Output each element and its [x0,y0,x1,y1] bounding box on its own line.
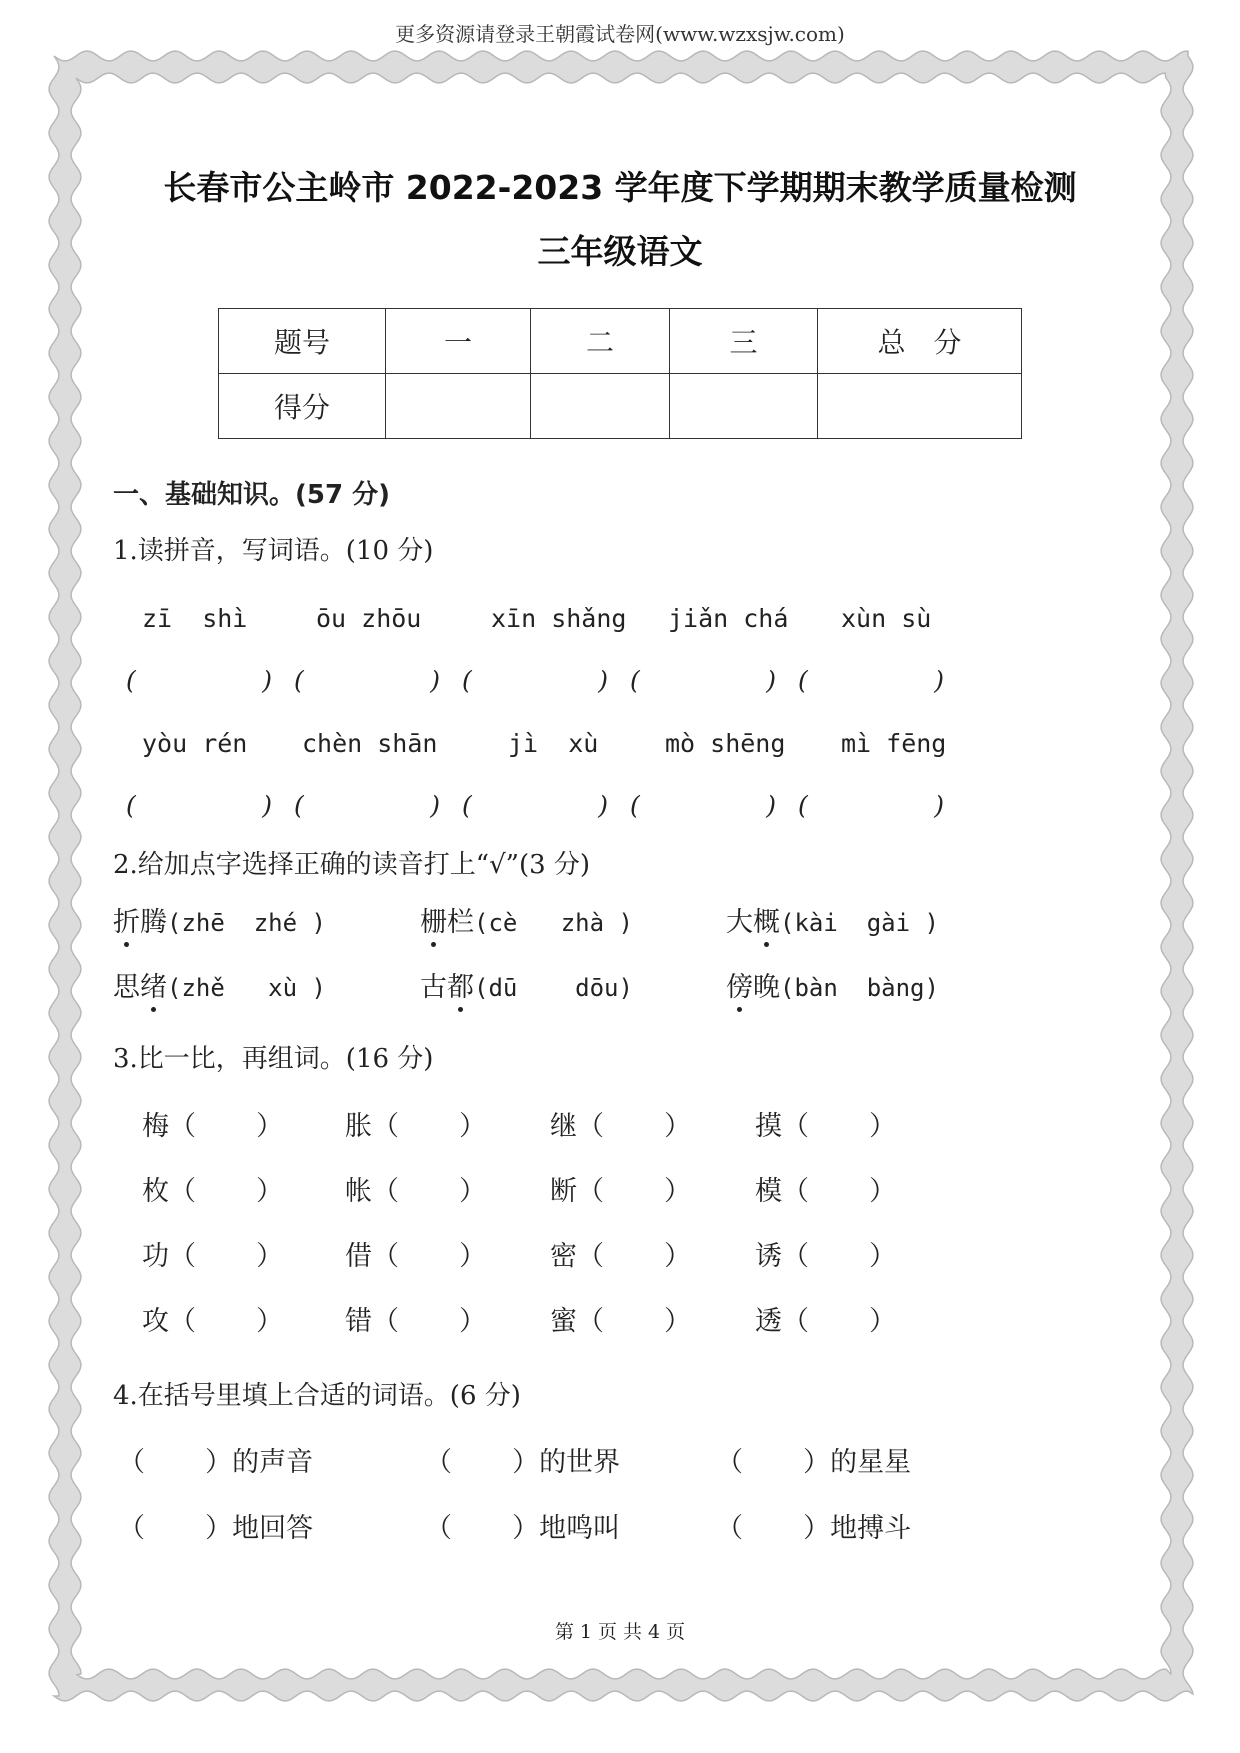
fill-blank-item[interactable]: （ ）地搏斗 [716,1513,912,1544]
dotted-char: 绪 [140,965,167,1004]
fill-blank-suffix: 地鸣叫 [539,1513,621,1544]
compare-char: 梅 [142,1111,169,1142]
fill-blank-suffix: 地搏斗 [830,1513,912,1544]
fill-blank-suffix: 的星星 [830,1447,912,1478]
dotted-char: 栅 [420,900,447,939]
pinyin-item: xùn sù [841,604,932,633]
pinyin-item: mì fēng [841,729,947,758]
score-cell [818,374,1022,439]
pinyin-item: chèn shān [302,729,438,758]
answer-blank[interactable]: ( ) [630,791,776,820]
fill-blank-item[interactable]: （ ）的世界 [425,1447,621,1478]
fill-blank-suffix: 地回答 [232,1513,314,1544]
compare-word-item[interactable]: 帐（ ） [345,1176,487,1207]
pronunciation-choice[interactable]: 大概(kài gài ) [726,900,939,939]
question-1-title: 1.读拼音，写词语。(10 分) [113,536,434,566]
fill-blank-suffix: 的声音 [232,1447,314,1478]
answer-blank[interactable]: ( ) [126,666,272,695]
compare-word-item[interactable]: 攻（ ） [142,1306,284,1337]
compare-word-item[interactable]: 继（ ） [550,1111,692,1142]
fill-blank-item[interactable]: （ ）的声音 [118,1447,314,1478]
compare-word-item[interactable]: 借（ ） [345,1241,487,1272]
pronunciation-choice[interactable]: 古都(dū dōu) [420,965,633,1004]
dotted-char: 折 [113,900,140,939]
score-table-header-row [219,309,1022,374]
answer-blank[interactable]: ( ) [630,666,776,695]
fill-blank-item[interactable]: （ ）的星星 [716,1447,912,1478]
compare-word-item[interactable]: 摸（ ） [755,1111,897,1142]
pronunciation-choice[interactable]: 思绪(zhě xù ) [113,965,326,1004]
compare-char: 帐 [345,1176,372,1207]
score-table-header-cell: 题号 [219,309,386,374]
pinyin-item: ōu zhōu [316,604,422,633]
question-3-title: 3.比一比，再组词。(16 分) [113,1044,434,1074]
score-table-header-cell: 总 分 [818,309,1022,374]
answer-blank[interactable]: ( ) [798,791,944,820]
pinyin-item: mò shēng [665,729,786,758]
answer-blank-row [126,791,966,820]
question-4-title: 4.在括号里填上合适的词语。(6 分) [113,1381,521,1411]
compare-char: 攻 [142,1306,169,1337]
compare-char: 透 [755,1306,782,1337]
compare-char: 摸 [755,1111,782,1142]
pinyin-item: jiǎn chá [668,604,789,633]
score-cell [531,374,670,439]
compare-char: 胀 [345,1111,372,1142]
compare-char: 继 [550,1111,577,1142]
compare-word-item[interactable]: 错（ ） [345,1306,487,1337]
score-table [218,308,1022,439]
dotted-char: 傍 [726,965,753,1004]
compare-char: 密 [550,1241,577,1272]
score-table-score-row [219,374,1022,439]
pinyin-item: xīn shǎng [491,604,627,633]
score-row-label: 得分 [219,374,386,439]
answer-blank[interactable]: ( ) [462,791,608,820]
compare-word-item[interactable]: 透（ ） [755,1306,897,1337]
site-header: 更多资源请登录王朝霞试卷网(www.wzxsjw.com) [395,22,845,46]
score-table-header-cell: 二 [531,309,670,374]
compare-char: 诱 [755,1241,782,1272]
exam-subtitle: 三年级语文 [537,232,703,271]
pronunciation-choice[interactable]: 栅栏(cè zhà ) [420,900,633,939]
pinyin-item: zī shì [142,604,248,633]
score-table-header-cell: 三 [670,309,818,374]
compare-word-item[interactable]: 胀（ ） [345,1111,487,1142]
answer-blank[interactable]: ( ) [294,791,440,820]
fill-blank-suffix: 的世界 [539,1447,621,1478]
answer-blank[interactable]: ( ) [462,666,608,695]
pronunciation-choice[interactable]: 傍晚(bàn bàng) [726,965,939,1004]
compare-word-item[interactable]: 密（ ） [550,1241,692,1272]
answer-blank[interactable]: ( ) [798,666,944,695]
answer-blank[interactable]: ( ) [294,666,440,695]
compare-char: 功 [142,1241,169,1272]
compare-word-item[interactable]: 枚（ ） [142,1176,284,1207]
fill-blank-item[interactable]: （ ）地回答 [118,1513,314,1544]
compare-word-item[interactable]: 梅（ ） [142,1111,284,1142]
compare-word-item[interactable]: 蜜（ ） [550,1306,692,1337]
compare-word-item[interactable]: 功（ ） [142,1241,284,1272]
compare-word-item[interactable]: 诱（ ） [755,1241,897,1272]
compare-char: 借 [345,1241,372,1272]
dotted-char: 都 [447,965,474,1004]
compare-char: 错 [345,1306,372,1337]
fill-blank-item[interactable]: （ ）地鸣叫 [425,1513,621,1544]
exam-title: 长春市公主岭市 2022-2023 学年度下学期期末教学质量检测 [163,168,1077,207]
score-cell [670,374,818,439]
dotted-char: 概 [753,900,780,939]
score-cell [386,374,531,439]
pinyin-item: yòu rén [142,729,248,758]
compare-word-item[interactable]: 断（ ） [550,1176,692,1207]
question-2-title: 2.给加点字选择正确的读音打上“√”(3 分) [113,850,591,880]
compare-char: 断 [550,1176,577,1207]
compare-char: 蜜 [550,1306,577,1337]
score-table-header-cell: 一 [386,309,531,374]
compare-word-item[interactable]: 模（ ） [755,1176,897,1207]
pronunciation-choice[interactable]: 折腾(zhē zhé ) [113,900,326,939]
answer-blank[interactable]: ( ) [126,791,272,820]
compare-char: 枚 [142,1176,169,1207]
page-footer: 第 1 页 共 4 页 [554,1621,686,1643]
pinyin-item: jì xù [508,729,599,758]
section-heading: 一、基础知识。(57 分) [113,480,390,510]
compare-char: 模 [755,1176,782,1207]
answer-blank-row [126,666,966,695]
